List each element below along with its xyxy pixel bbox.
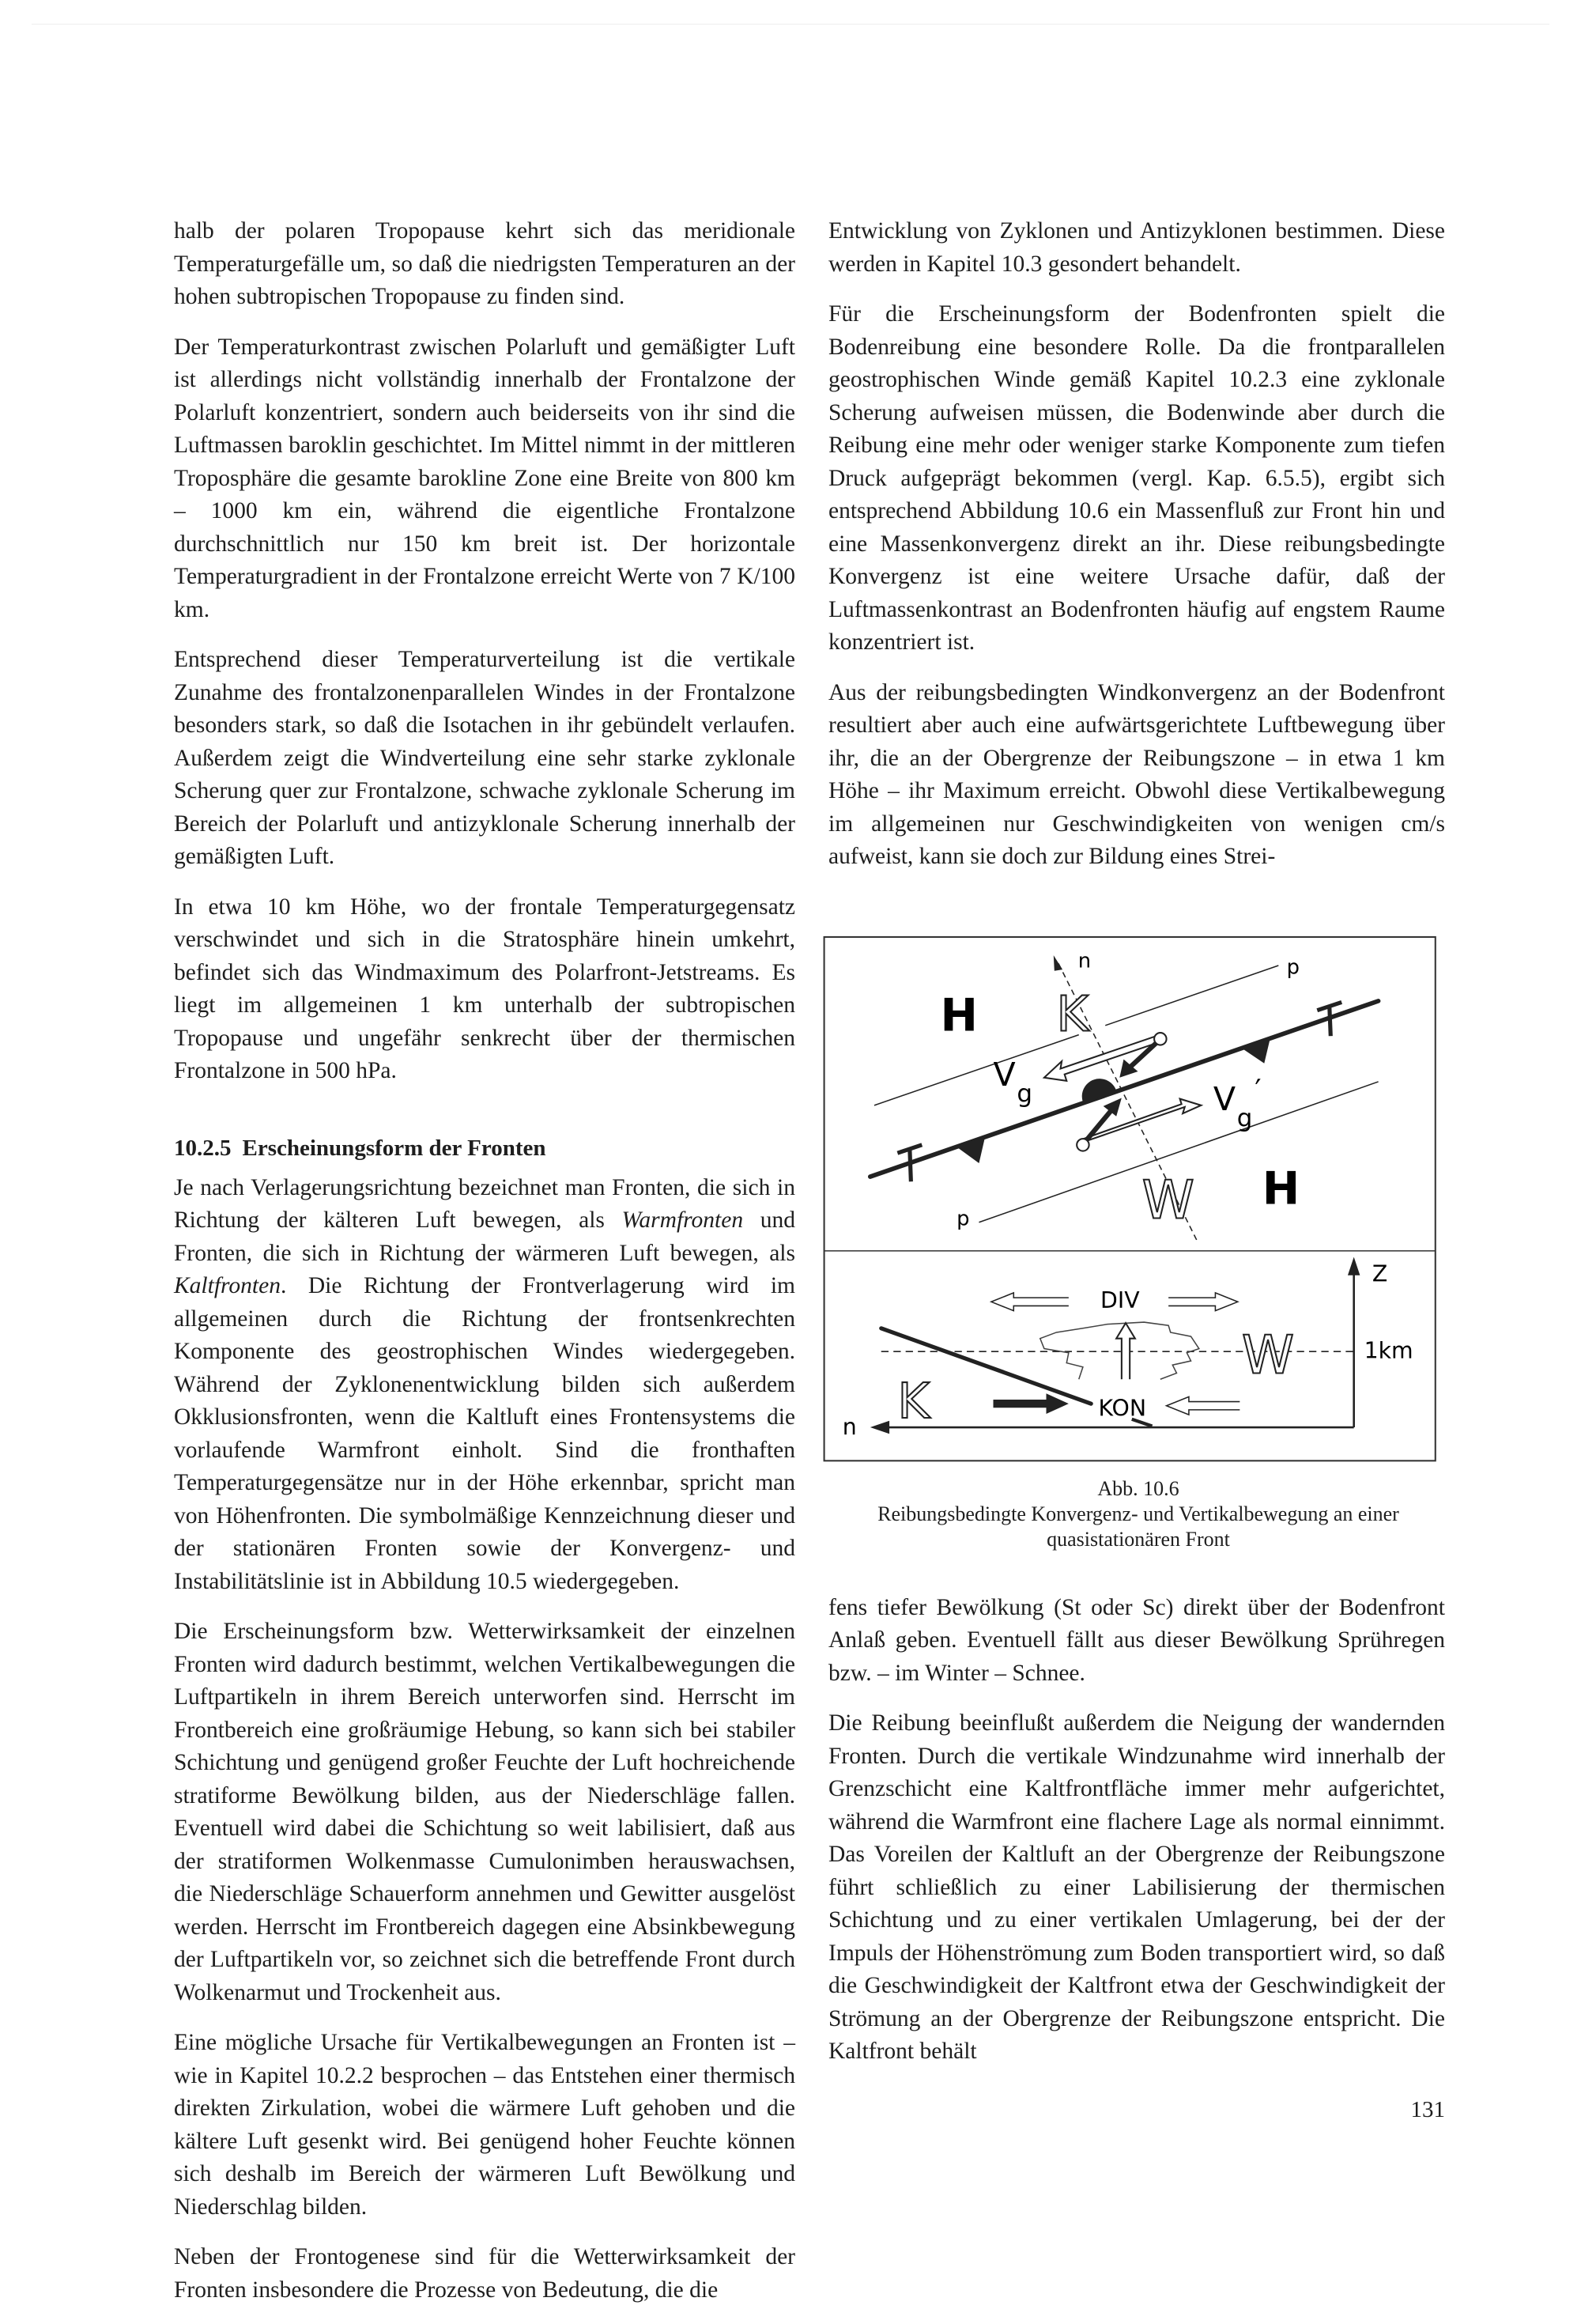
figure-10-6 <box>822 931 1455 1473</box>
label-high: H <box>1262 1162 1300 1215</box>
wind-vector-origin <box>1077 1139 1089 1151</box>
label-n: n <box>842 1413 857 1440</box>
left-column <box>174 215 795 2324</box>
label-convergence: KON <box>1098 1395 1147 1422</box>
paragraph: Entwicklung von Zyklonen und Antizyklonen bestimmen. Diese werden in Kapitel 10.3 gesondert behandelt. <box>828 218 1445 277</box>
paragraph: Eine mögliche Ursache für Vertikalbewegungen an Fronten ist – wie in Kapitel 10.2.2 besprochen – das Entstehen einer thermisch direkten Zirkulation, wobei die wärmere Luft gehoben und die kältere Luft gesenkt wird. Bei genügend hoher Feuchte können sich deshalb im Bereich der wärmeren Luft Bewölkung und Niederschlag bilden. <box>174 2030 795 2220</box>
label-divergence: DIV <box>1100 1287 1140 1313</box>
right-column <box>828 215 1445 2155</box>
label-vg-subscript: g <box>1236 1104 1253 1133</box>
text: und Fronten, die sich in Richtung der wärmeren Luft bewegen, als <box>174 1207 795 1266</box>
text: . Die Richtung der Frontverlagerung wird im allgemeinen durch die Richtung der frontsenkrechten Komponente des geostrophischen Windes wiedergegeben. Während der Zyklonenentwicklung bilden sich außerdem Okklusionsfronten, wenn die Kaltluft eines Frontensystems die vorlaufende Warmfront einholt. Sind die fronthaften Temperaturgegensätze nur in der Höhe erkennbar, spricht man von Höhenfronten. Die symbolmäßige Kennzeichnung dieser und der stationären Fronten sowie der Konvergenz- und Instabilitätslinie ist in Abbildung 10.5 wiedergegeben. <box>174 1273 795 1594</box>
label-vg-subscript: g <box>1017 1079 1033 1109</box>
page-edge <box>32 24 1549 25</box>
paragraph: Der Temperaturkontrast zwischen Polarluft und gemäßigter Luft ist allerdings nicht vollständig innerhalb der Frontalzone der Polarluft konzentriert, sondern auch beiderseits von ihr sind die Luftmassen baroklin geschichtet. Im Mittel nimmt in der mittleren Troposphäre die gesamte barokline Zone eine Breite von 800 km – 1000 km ein, während die eigentliche Frontalzone durchschnittlich nur 150 km breit ist. Der horizontale Temperaturgradient in der Frontalzone erreicht Werte von 7 K/100 km. <box>174 334 795 622</box>
term-kaltfronten: Kaltfronten <box>174 1273 281 1298</box>
label-p: p <box>1286 954 1300 979</box>
term-warmfronten: Warmfronten <box>621 1207 744 1233</box>
figure-caption-text: Reibungsbedingte Konvergenz- und Vertikalbewegung an einer quasistationären Front <box>877 1502 1399 1551</box>
section-title: Erscheinungsform der Fronten <box>242 1135 546 1161</box>
paragraph: Aus der reibungsbedingten Windkonvergenz an der Bodenfront resultiert aber auch eine aufwärtsgerichtete Luftbewegung über ihr, die an der Obergrenze der Reibungszone – in etwa 1 km Höhe – ihr Maximum erreicht. Obwohl diese Vertikalbewegung im allgemeinen nur Geschwindigkeiten von wenigen cm/s aufweist, kann sie doch zur Bildung eines Strei- <box>828 679 1445 869</box>
figure-number: Abb. 10.6 <box>1097 1476 1179 1500</box>
cold-air-inflow-arrow <box>993 1393 1068 1414</box>
section-heading <box>174 1132 795 1164</box>
paragraph: Die Reibung beeinflußt außerdem die Neigung der wandernden Fronten. Durch die vertikale Windzunahme wird innerhalb der Grenzschicht eine Kaltfrontfläche immer mehr aufgerichtet, während die Warmfront eine flachere Lage als normal einnimmt. Das Voreilen der Kaltluft an der Obergrenze der Reibungszone führt schließlich zu einer Labilisierung der thermischen Schichtung und zu einer vertikalen Umlagerung, bei der der Impuls der Höhenströmung zum Boden transportiert wird, so daß die Geschwindigkeit der Kaltfront etwa der Geschwindigkeit der Strömung an der Obergrenze der Reibungszone entspricht. Die Kaltfront behält <box>828 1710 1445 2064</box>
paragraph: halb der polaren Tropopause kehrt sich das meridionale Temperaturgefälle um, so daß die niedrigsten Temperaturen an der hohen subtropischen Tropopause zu finden sind. <box>174 218 795 309</box>
paragraph: In etwa 10 km Höhe, wo der frontale Temperaturgegensatz verschwindet und sich in die Stratosphäre hinein umkehrt, befindet sich das Windmaximum des Polarfront-Jetstreams. Es liegt im allgemeinen 1 km unterhalb der subtropischen Tropopause und ungefähr senkrecht über der thermischen Frontalzone in 500 hPa. <box>174 894 795 1083</box>
isobar-upper <box>874 1034 1079 1105</box>
label-vg: V <box>993 1055 1016 1094</box>
label-vg-prime: V <box>1213 1079 1236 1118</box>
figure-caption <box>822 1476 1455 1552</box>
arrow-head-icon <box>1054 955 1062 971</box>
arrow-head-icon <box>1348 1256 1360 1275</box>
label-1km: 1km <box>1364 1336 1413 1363</box>
label-cold-air: K <box>897 1372 930 1430</box>
label-high: H <box>940 989 978 1042</box>
label-cold-air: K <box>1056 985 1089 1043</box>
front-end-marker <box>897 1144 922 1181</box>
paragraph <box>174 1172 795 1599</box>
page-number: 131 <box>1410 2096 1445 2122</box>
cloud-outline <box>1040 1322 1199 1379</box>
paragraph: Neben der Frontogenese sind für die Wetterwirksamkeit der Fronten insbesondere die Prozesse von Bedeutung, die die <box>174 2244 795 2303</box>
label-warm-air: W <box>1141 1169 1194 1231</box>
arrow-head-icon <box>870 1420 889 1433</box>
paragraph: Entsprechend dieser Temperaturverteilung ist die vertikale Zunahme des frontalzonenparallelen Windes in der Frontalzone besonders stark, so daß die Isotachen in ihr gebündelt verlaufen. Außerdem zeigt die Windverteilung eine sehr starke zyklonale Scherung quer zur Frontalzone, schwache zyklonale Scherung im Bereich der Polarluft und antizyklonale Scherung innerhalb der gemäßigten Luft. <box>174 647 795 869</box>
divergence-arrow-right <box>1168 1292 1238 1310</box>
label-p: p <box>957 1206 970 1230</box>
text: Je nach Verlagerungsrichtung bezeichnet man Fronten, die sich in Richtung der kälteren Luft bewegen, als <box>174 1174 795 1233</box>
paragraph: Für die Erscheinungsform der Bodenfronten spielt die Bodenreibung eine besondere Rolle. Da die frontparallelen geostrophischen Winde gemäß Kapitel 10.2.3 eine zyklonale Scherung aufweisen müssen, die Bodenwinde aber durch die Reibung eine mehr oder weniger starke Komponente zum tiefen Druck aufgeprägt bekommen (vergl. Kap. 6.5.5), ergibt sich entsprechend Abbildung 10.6 ein Massenfluß zur Front hin und eine Massenkonvergenz direkt an ihr. Diese reibungsbedingte Konvergenz ist eine weitere Ursache dafür, daß der Luftmassenkontrast an Bodenfronten häufig auf engstem Raume konzentriert ist. <box>828 301 1445 655</box>
label-z: Z <box>1372 1260 1388 1287</box>
label-warm-air: W <box>1241 1323 1295 1385</box>
section-number: 10.2.5 <box>174 1135 232 1161</box>
paragraph: Die Erscheinungsform bzw. Wetterwirksamkeit der einzelnen Fronten wird dadurch bestimmt, welchen Vertikalbewegungen die Luftpartikeln in ihrem Bereich unterworfen sind. Herrscht im Frontbereich eine großräumige Hebung, so kann sich bei stabiler Schichtung und genügend großer Feuchte der Luft hochreichende stratiforme Bewölkung bilden, aus der Niederschläge fallen. Eventuell wird dabei die Schichtung so weit labilisiert, daß aus der stratiformen Wolkenmasse Cumulonimben herauswachsen, die Niederschläge Schauerform annehmen und Gewitter ausgelöst werden. Herrscht im Frontbereich dagegen eine Absinkbewegung der Luftpartikeln vor, so zeichnet sich die betreffende Front durch Wolkenarmut und Trockenheit aus. <box>174 1619 795 2005</box>
paragraph: fens tiefer Bewölkung (St oder Sc) direkt über der Bodenfront Anlaß geben. Eventuell fällt aus dieser Bewölkung Sprühregen bzw. – im Winter – Schnee. <box>828 1594 1445 1686</box>
isobar-upper <box>1105 965 1278 1026</box>
label-n: n <box>1077 949 1092 973</box>
divergence-arrow-left <box>991 1292 1069 1310</box>
label-prime: ′ <box>1255 1073 1262 1107</box>
warm-air-inflow-arrow <box>1167 1396 1240 1415</box>
